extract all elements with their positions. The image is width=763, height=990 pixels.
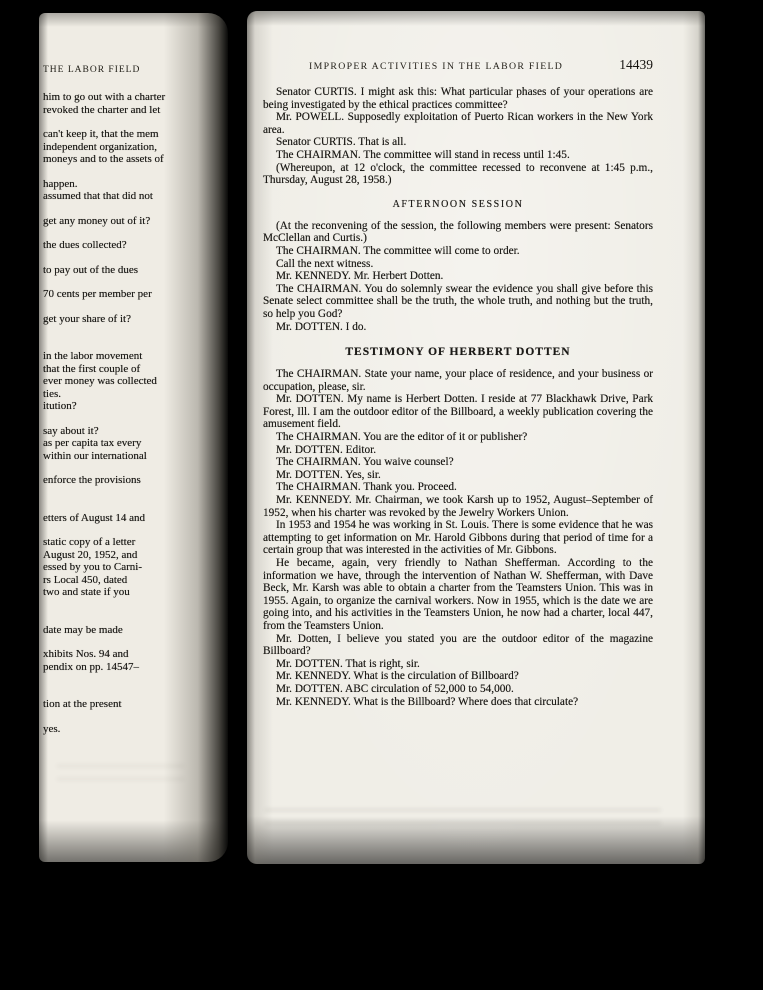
left-text-fragment: get your share of it? [43,312,131,325]
left-text-fragment: itution? [43,400,77,412]
left-text-fragment: him to go out with a charter [43,91,166,103]
left-text-fragment: say about it? [43,424,99,437]
transcript-paragraph: The CHAIRMAN. You are the editor of it or publisher? [276,431,528,444]
transcript-paragraph: Senator CURTIS. I might ask this: What particular phases of your operations are being investigated by the ethical practices committee? [263,86,653,111]
left-text-fragment: that the first couple of [43,362,141,375]
left-text-fragment: to pay out of the dues [43,263,139,276]
transcript-paragraph: He became, again, very friendly to Nathan Shefferman. According to the information we have, through the intervention of Nathan W. Shefferman, with Dave Beck, Mr. Karsh was able to obtain a charter from the Teamsters Union. This was in 1955. Again, to organize the carnival workers. Now in 1955, which is the date we are going into, and his activities in the Teamsters Union, he now had a charter, local 447, from the Teamsters Union. [263,557,653,632]
left-text-fragment: within our international [43,449,147,462]
left-text-fragment: the dues collected? [43,239,127,251]
transcript-paragraph: The CHAIRMAN. Thank you. Proceed. [276,481,457,494]
left-text-fragment: etters of August 14 and [43,511,146,524]
left-text-fragment: xhibits Nos. 94 and [43,648,129,660]
transcript-paragraph: The CHAIRMAN. The committee will stand in recess until 1:45. [276,148,570,161]
transcript-paragraph: The CHAIRMAN. You waive counsel? [276,456,454,469]
left-running-head: THE LABOR FIELD [43,65,141,75]
left-text-fragment: enforce the provisions [43,474,141,486]
transcript-paragraph: (Whereupon, at 12 o'clock, the committee recessed to reconvene at 1:45 p.m., Thursday, August 28, 1958.) [263,161,653,187]
afternoon-session-heading: AFTERNOON SESSION [392,198,524,210]
transcript-paragraph: Mr. Dotten, I believe you stated you are the outdoor editor of the magazine Billboard? [263,632,653,658]
left-text-fragment: get any money out of it? [43,214,151,227]
transcript-paragraph: In 1953 and 1954 he was working in St. Louis. There is some evidence that he was attempting to get information on Mr. Harold Gibbons during that period of time for a certain group that was interested in the activities of Mr. Gibbons. [263,519,653,557]
transcript-paragraph: Mr. DOTTEN. Editor. [276,443,377,456]
transcript-paragraph: The CHAIRMAN. You do solemnly swear the evidence you shall give before this Senate select committee shall be the truth, the whole truth, and nothing but the truth, so help you God? [263,282,653,320]
page-number: 14439 [619,57,653,72]
left-text-fragment: tion at the present [43,698,122,710]
left-text-fragment: assumed that that did not [43,190,153,202]
running-head: IMPROPER ACTIVITIES IN THE LABOR FIELD [309,61,564,72]
left-text-fragment: can't keep it, that the mem [43,128,159,140]
transcript-paragraph: Mr. KENNEDY. Mr. Chairman, we took Karsh up to 1952, August–September of 1952, when his charter was revoked by the Jewelry Workers Union. [263,494,653,519]
transcript-paragraph: Mr. DOTTEN. I do. [276,320,367,333]
left-text-fragment: ties. [43,387,62,400]
left-text-fragment: revoked the charter and let [43,103,161,116]
left-text-fragment: rs Local 450, dated [43,573,128,586]
left-text-fragment: independent organization, [43,140,158,153]
transcript-paragraph: Mr. KENNEDY. What is the Billboard? Where does that circulate? [276,695,579,708]
transcript-paragraph: Mr. KENNEDY. Mr. Herbert Dotten. [276,270,444,283]
left-text-fragment: moneys and to the assets of [43,153,164,165]
transcript-paragraph: (At the reconvening of the session, the following members were present: Senators McClellan and Curtis.) [263,219,653,245]
transcript-paragraph: The CHAIRMAN. The committee will come to order. [276,244,520,257]
left-text-fragment: 70 cents per member per [43,288,152,300]
left-text-fragment: essed by you to Carni- [43,561,142,573]
transcript-paragraph: Senator CURTIS. That is all. [276,136,407,149]
transcript-paragraph: Mr. DOTTEN. ABC circulation of 52,000 to 54,000. [276,682,514,695]
right-page [247,11,705,864]
transcript-paragraph: Mr. POWELL. Supposedly exploitation of Puerto Rican workers in the New York area. [263,111,653,136]
page-header [263,57,653,73]
left-text-fragment: happen. [43,177,78,190]
left-text-fragment: static copy of a letter [43,536,136,548]
left-page-content [39,13,228,735]
transcript-paragraph: Mr. DOTTEN. Yes, sir. [276,468,381,481]
transcript-paragraph: Call the next witness. [276,257,374,270]
right-page-content [247,11,705,708]
left-text-fragment: as per capita tax every [43,437,142,449]
transcript-paragraph: Mr. DOTTEN. That is right, sir. [276,657,420,670]
scan-noise [57,761,184,781]
left-text-fragment: yes. [43,722,61,735]
testimony-heading: TESTIMONY OF HERBERT DOTTEN [345,346,571,359]
left-text-fragment: August 20, 1952, and [43,548,138,561]
left-text-fragment: ever money was collected [43,375,157,387]
left-text-fragment: two and state if you [43,586,130,598]
left-page [39,13,228,862]
left-text-fragment: in the labor movement [43,350,143,362]
left-text-fragment: pendix on pp. 14547– [43,660,139,673]
transcript-paragraph: Mr. KENNEDY. What is the circulation of Billboard? [276,670,519,683]
scan-noise [265,805,661,835]
left-text-fragment: date may be made [43,623,123,636]
transcript-paragraph: Mr. DOTTEN. My name is Herbert Dotten. I reside at 77 Blackhawk Drive, Park Forest, Ill. I am the outdoor editor of the Billboard, a weekly publication covering the amusement field. [263,393,653,431]
transcript-paragraph: The CHAIRMAN. State your name, your place of residence, and your business or occupation, please, sir. [263,368,653,393]
